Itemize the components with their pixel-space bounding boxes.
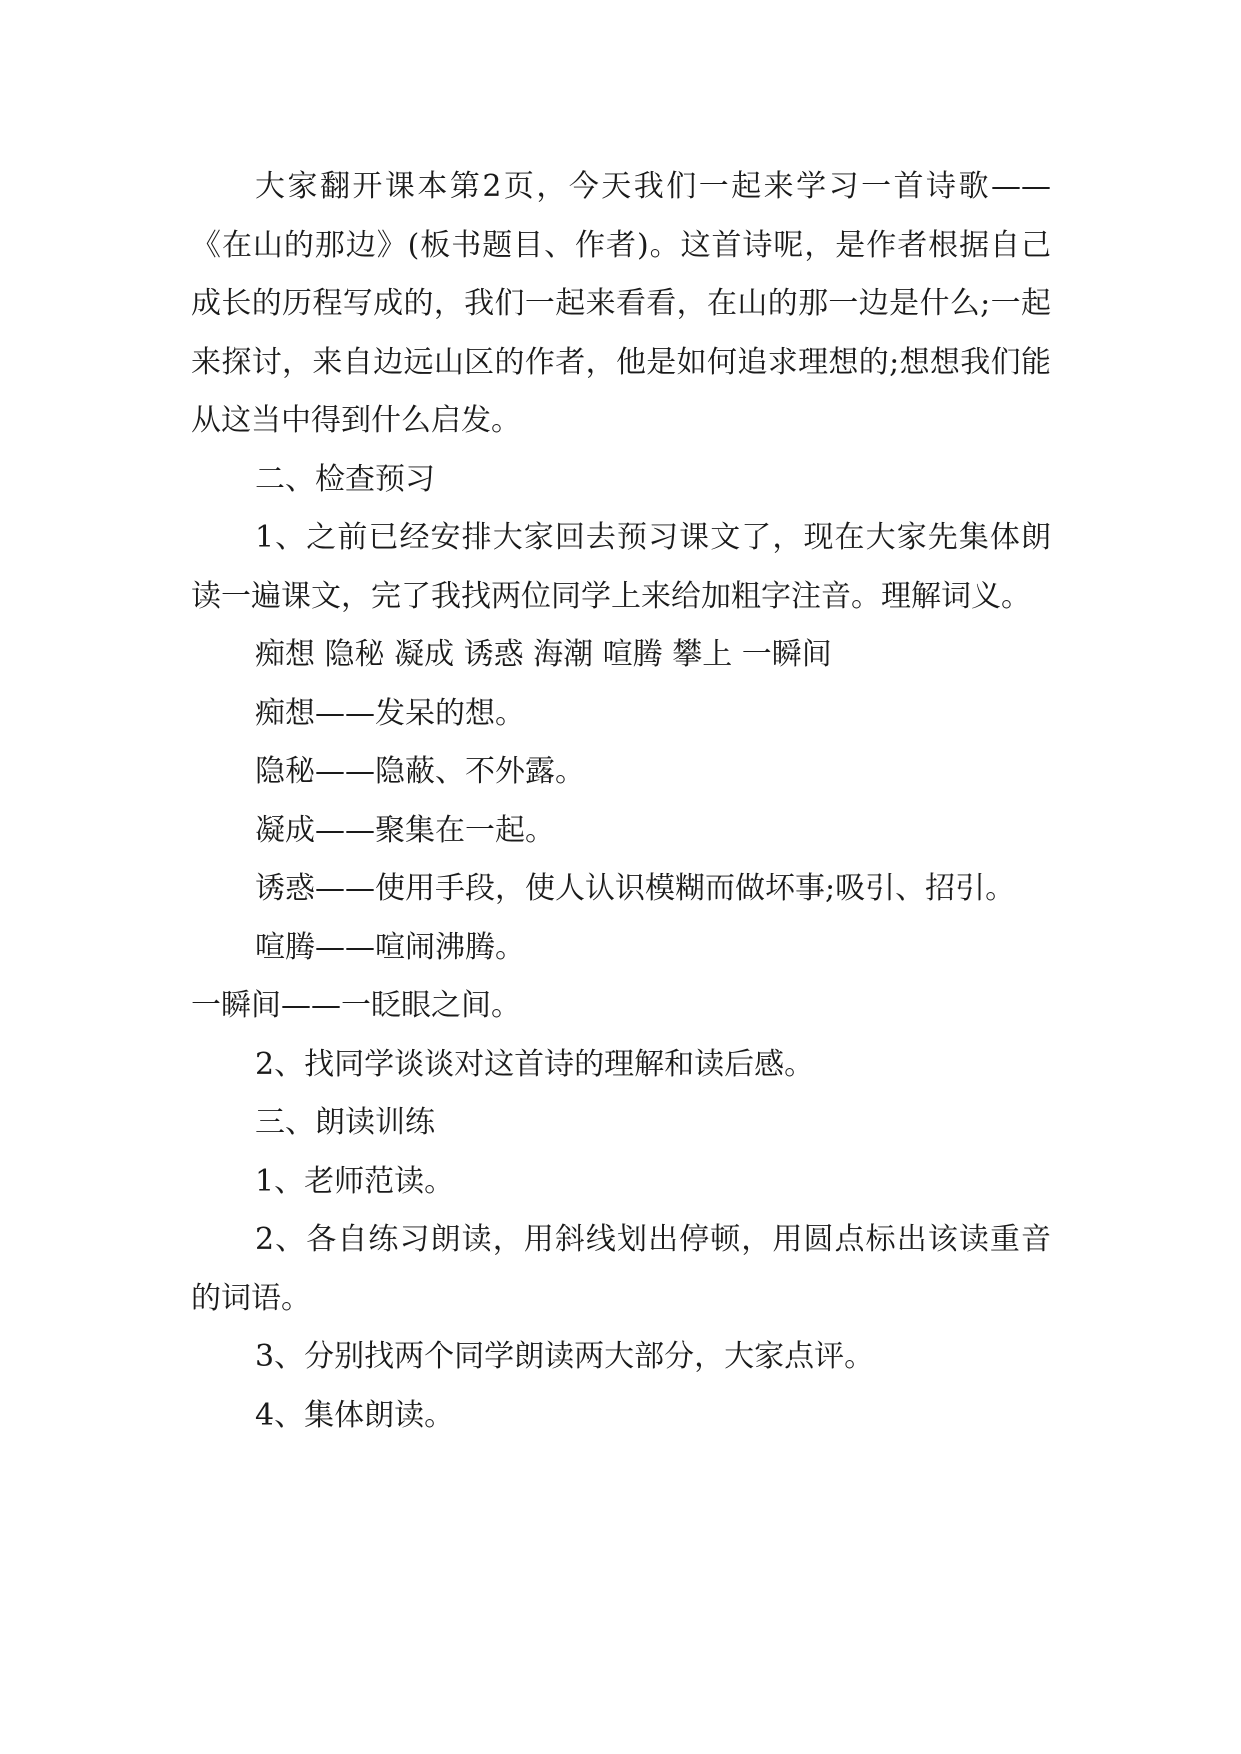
reading-step: 4、集体朗读。 — [255, 1397, 455, 1433]
vocabulary-definition: 凝成——聚集在一起。 — [255, 812, 555, 848]
vocabulary-definition: 喧腾——喧闹沸腾。 — [255, 929, 525, 965]
section-heading-preview-check: 二、检查预习 — [255, 461, 435, 497]
section-heading-reading-training: 三、朗读训练 — [255, 1105, 435, 1140]
vocabulary-definition: 诱惑——使用手段，使人认识模糊而做坏事;吸引、招引。 — [255, 871, 1016, 906]
document-page — [191, 158, 1051, 1445]
preview-instruction-paragraph: 1、之前已经安排大家回去预习课文了，现在大家先集体朗读一遍课文，完了我找两位同学上来给加粗字注音。理解词义。 — [191, 520, 1051, 614]
vocabulary-definition: 痴想——发呆的想。 — [255, 695, 525, 731]
vocabulary-definition: 一瞬间——一眨眼之间。 — [191, 988, 521, 1023]
intro-paragraph: 大家翻开课本第2页，今天我们一起来学习一首诗歌——《在山的那边》(板书题目、作者)。这首诗呢，是作者根据自己成长的历程写成的，我们一起来看看，在山的那一边是什么;一起来探讨，来自边远山区的作者，他是如何追求理想的;想想我们能从这当中得到什么启发。 — [191, 169, 1051, 438]
vocabulary-list: 痴想 隐秘 凝成 诱惑 海潮 喧腾 攀上 一瞬间 — [255, 637, 832, 672]
reading-step: 3、分别找两个同学朗读两大部分，大家点评。 — [255, 1339, 875, 1374]
vocabulary-definition: 隐秘——隐蔽、不外露。 — [255, 754, 585, 789]
reading-step: 2、各自练习朗读，用斜线划出停顿，用圆点标出该读重音的词语。 — [191, 1222, 1051, 1316]
discussion-instruction: 2、找同学谈谈对这首诗的理解和读后感。 — [255, 1046, 815, 1082]
reading-step: 1、老师范读。 — [255, 1163, 455, 1199]
